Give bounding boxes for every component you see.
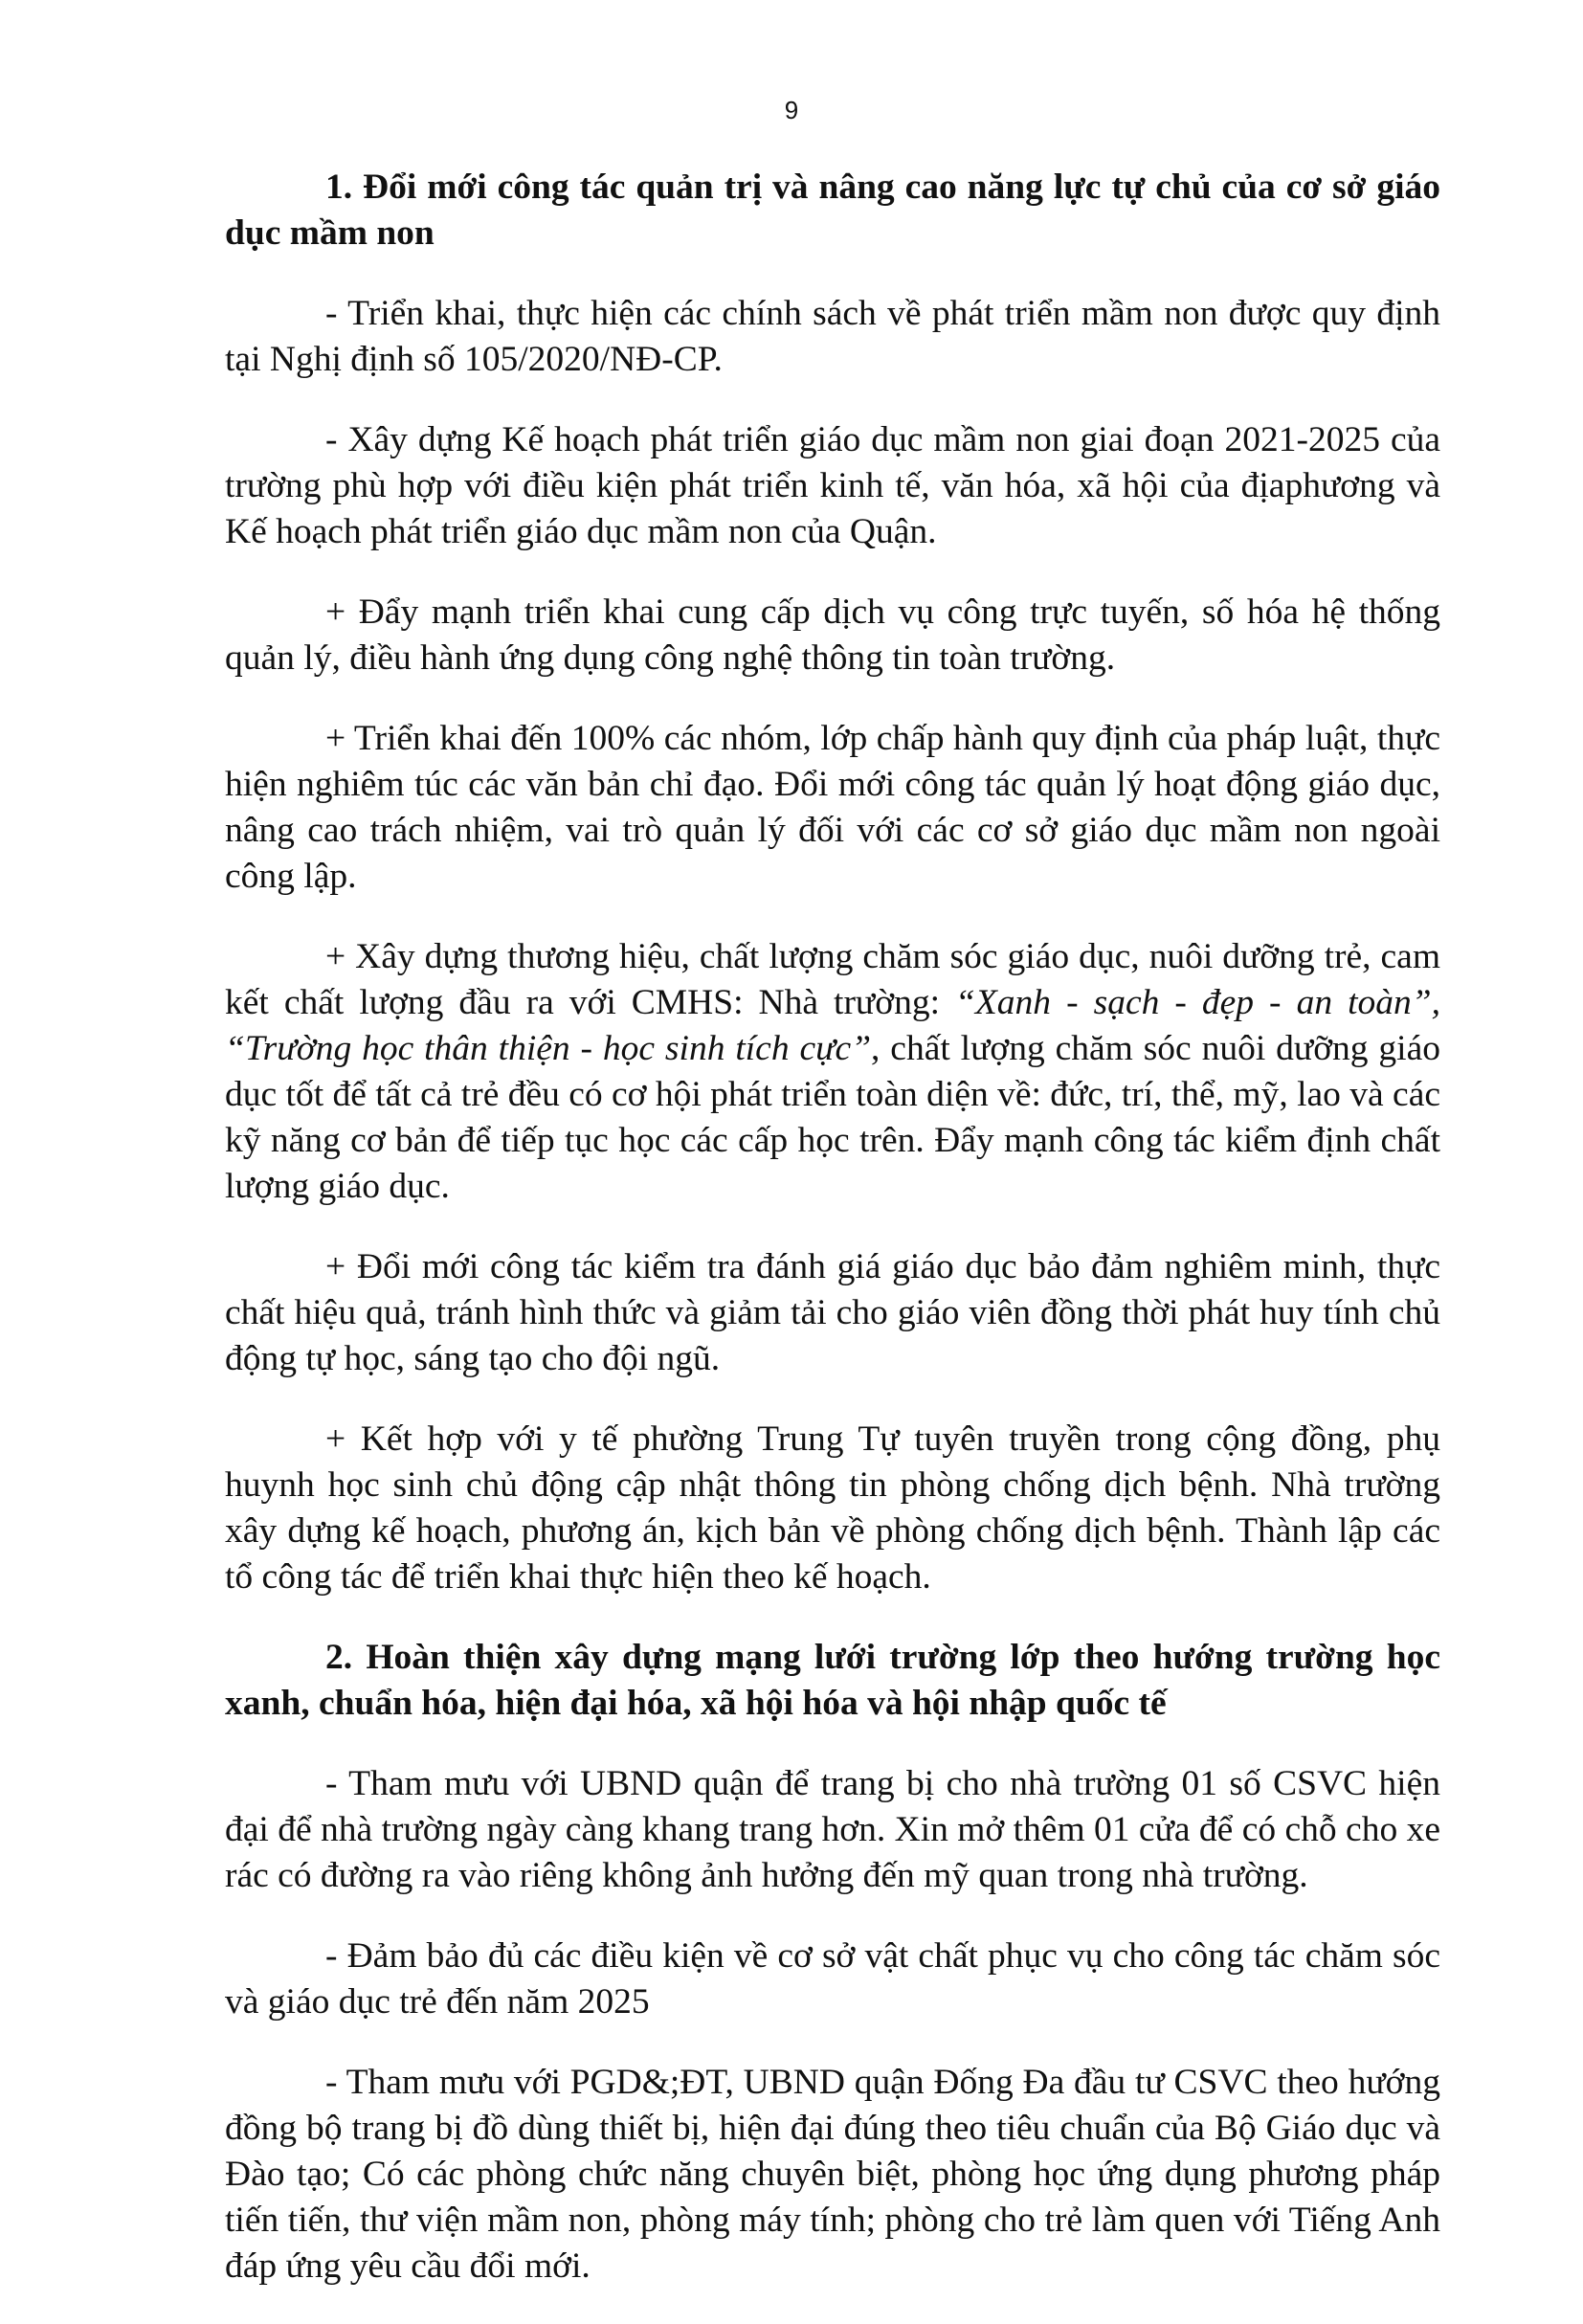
section-1-heading: 1. Đổi mới công tác quản trị và nâng cao năng lực tự chủ của cơ sở giáo dục mầm non bbox=[225, 168, 1440, 253]
paragraph: + Đẩy mạnh triển khai cung cấp dịch vụ công trực tuyến, số hóa hệ thống quản lý, điều hành ứng dụng công nghệ thông tin toàn trường. bbox=[225, 592, 1440, 678]
paragraph: + Đổi mới công tác kiểm tra đánh giá giáo dục bảo đảm nghiêm minh, thực chất hiệu quả, tránh hình thức và giảm tải cho giáo viên đồng thời phát huy tính chủ động tự học, sáng tạo cho đội ngũ. bbox=[225, 1247, 1440, 1378]
paragraph: - Tham mưu với PGD&;ĐT, UBND quận Đống Đa đầu tư CSVC theo hướng đồng bộ trang bị đồ dùng thiết bị, hiện đại đúng theo tiêu chuẩn của Bộ Giáo dục và Đào tạo; Có các phòng chức năng chuyên biệt, phòng học ứng dụng phương pháp tiến tiến, thư viện mầm non, phòng máy tính; phòng cho trẻ làm quen với Tiếng Anh đáp ứng yêu cầu đổi mới. bbox=[225, 2063, 1440, 2286]
section-2-heading: 2. Hoàn thiện xây dựng mạng lưới trường lớp theo hướng trường học xanh, chuẩn hóa, hiện đại hóa, xã hội hóa và hội nhập quốc tế bbox=[225, 1638, 1440, 1723]
paragraph: - Triển khai, thực hiện các chính sách về phát triển mầm non được quy định tại Nghị định số 105/2020/NĐ-CP. bbox=[225, 294, 1440, 379]
paragraph-with-slogan bbox=[225, 934, 1440, 1210]
school-slogan: “Xanh - sạch - đẹp - an toàn”, “Trường học thân thiện - học sinh tích cực” bbox=[225, 983, 1440, 1068]
paragraph-text: + Xây dựng thương hiệu, chất lượng chăm sóc giáo dục, nuôi dưỡng trẻ, cam kết chất lượng đầu ra với CMHS: Nhà trường: bbox=[225, 937, 1440, 1022]
document-body bbox=[225, 165, 1440, 2324]
paragraph-text: , chất lượng chăm sóc nuôi dưỡng giáo dục tốt để tất cả trẻ đều có cơ hội phát triển toàn diện về: đức, trí, thể, mỹ, lao và các kỹ năng cơ bản để tiếp tục học các cấp học trên. Đẩy mạnh công tác kiểm định chất lượng giáo dục. bbox=[225, 1029, 1440, 1206]
paragraph: - Tham mưu với UBND quận để trang bị cho nhà trường 01 số CSVC hiện đại để nhà trường ngày càng khang trang hơn. Xin mở thêm 01 cửa để có chỗ cho xe rác có đường ra vào riêng không ảnh hưởng đến mỹ quan trong nhà trường. bbox=[225, 1764, 1440, 1895]
page-number: 9 bbox=[784, 96, 799, 124]
paragraph: + Triển khai đến 100% các nhóm, lớp chấp hành quy định của pháp luật, thực hiện nghiêm túc các văn bản chỉ đạo. Đổi mới công tác quản lý hoạt động giáo dục, nâng cao trách nhiệm, vai trò quản lý đối với các cơ sở giáo dục mầm non ngoài công lập. bbox=[225, 719, 1440, 896]
paragraph: + Kết hợp với y tế phường Trung Tự tuyên truyền trong cộng đồng, phụ huynh học sinh chủ động cập nhật thông tin phòng chống dịch bệnh. Nhà trường xây dựng kế hoạch, phương án, kịch bản về phòng chống dịch bệnh. Thành lập các tổ công tác để triển khai thực hiện theo kế hoạch. bbox=[225, 1419, 1440, 1597]
paragraph: - Xây dựng Kế hoạch phát triển giáo dục mầm non giai đoạn 2021-2025 của trường phù hợp với điều kiện phát triển kinh tế, văn hóa, xã hội của địaphương và Kế hoạch phát triển giáo dục mầm non của Quận. bbox=[225, 420, 1440, 551]
paragraph: - Đảm bảo đủ các điều kiện về cơ sở vật chất phục vụ cho công tác chăm sóc và giáo dục trẻ đến năm 2025 bbox=[225, 1936, 1440, 2022]
